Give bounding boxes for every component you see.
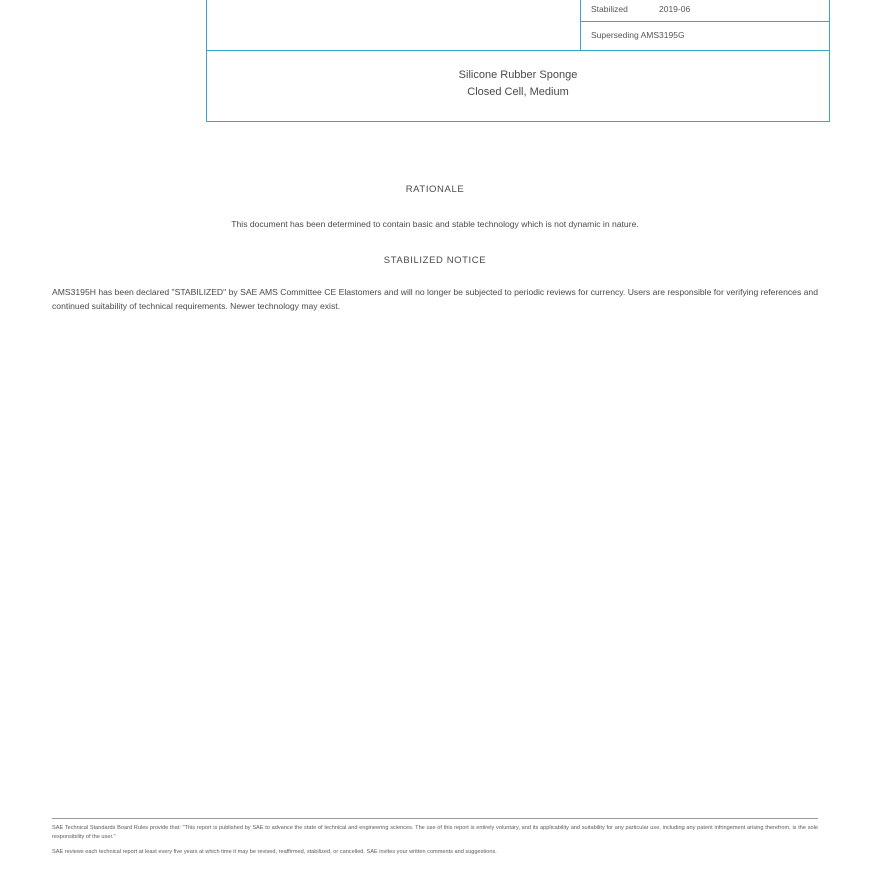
footer-paragraph: SAE reviews each technical report at least every five years at which time it may be revised, reaffirmed, stabilized, or cancelled. SAE invites your written comments and suggestions.: [52, 849, 497, 856]
stabilized-notice-heading: STABILIZED NOTICE: [383, 255, 487, 266]
date-label: Stabilized: [591, 3, 628, 14]
header-issuer-cell: [207, 0, 581, 50]
footer-divider: [52, 818, 818, 819]
rationale-text: This document has been determined to contain basic and stable technology which is not dynamic in nature.: [231, 219, 639, 229]
date-value: 2019-06: [659, 3, 691, 14]
document-dates: [591, 0, 819, 15]
superseding-note: Superseding AMS3195G: [581, 21, 829, 46]
document-header-table: [206, 0, 830, 122]
document-title-line-2: Closed Cell, Medium: [467, 86, 569, 98]
footer-legal-text: [52, 824, 818, 864]
rationale-heading: RATIONALE: [405, 184, 465, 195]
header-meta-cell: [581, 0, 829, 50]
stabilized-notice-text: AMS3195H has been declared "STABILIZED" by SAE AMS Committee CE Elastomers and will no longer be subjected to periodic reviews for currency. Users are responsible for verifying references and continued suitability of technical requirements. Newer technology may exist.: [52, 287, 818, 311]
footer-paragraph: SAE Technical Standards Board Rules provide that: "This report is published by SAE to advance the state of technical and engineering sciences. The use of this report is entirely voluntary, and its applicability and suitability for any particular use, including any patent infringement arising therefrom, is the sole responsibility of the user.": [52, 825, 818, 840]
header-top-row: [207, 0, 829, 51]
document-title-cell: [207, 51, 829, 121]
date-row: [591, 3, 819, 16]
document-title-line-1: Silicone Rubber Sponge: [458, 69, 578, 81]
